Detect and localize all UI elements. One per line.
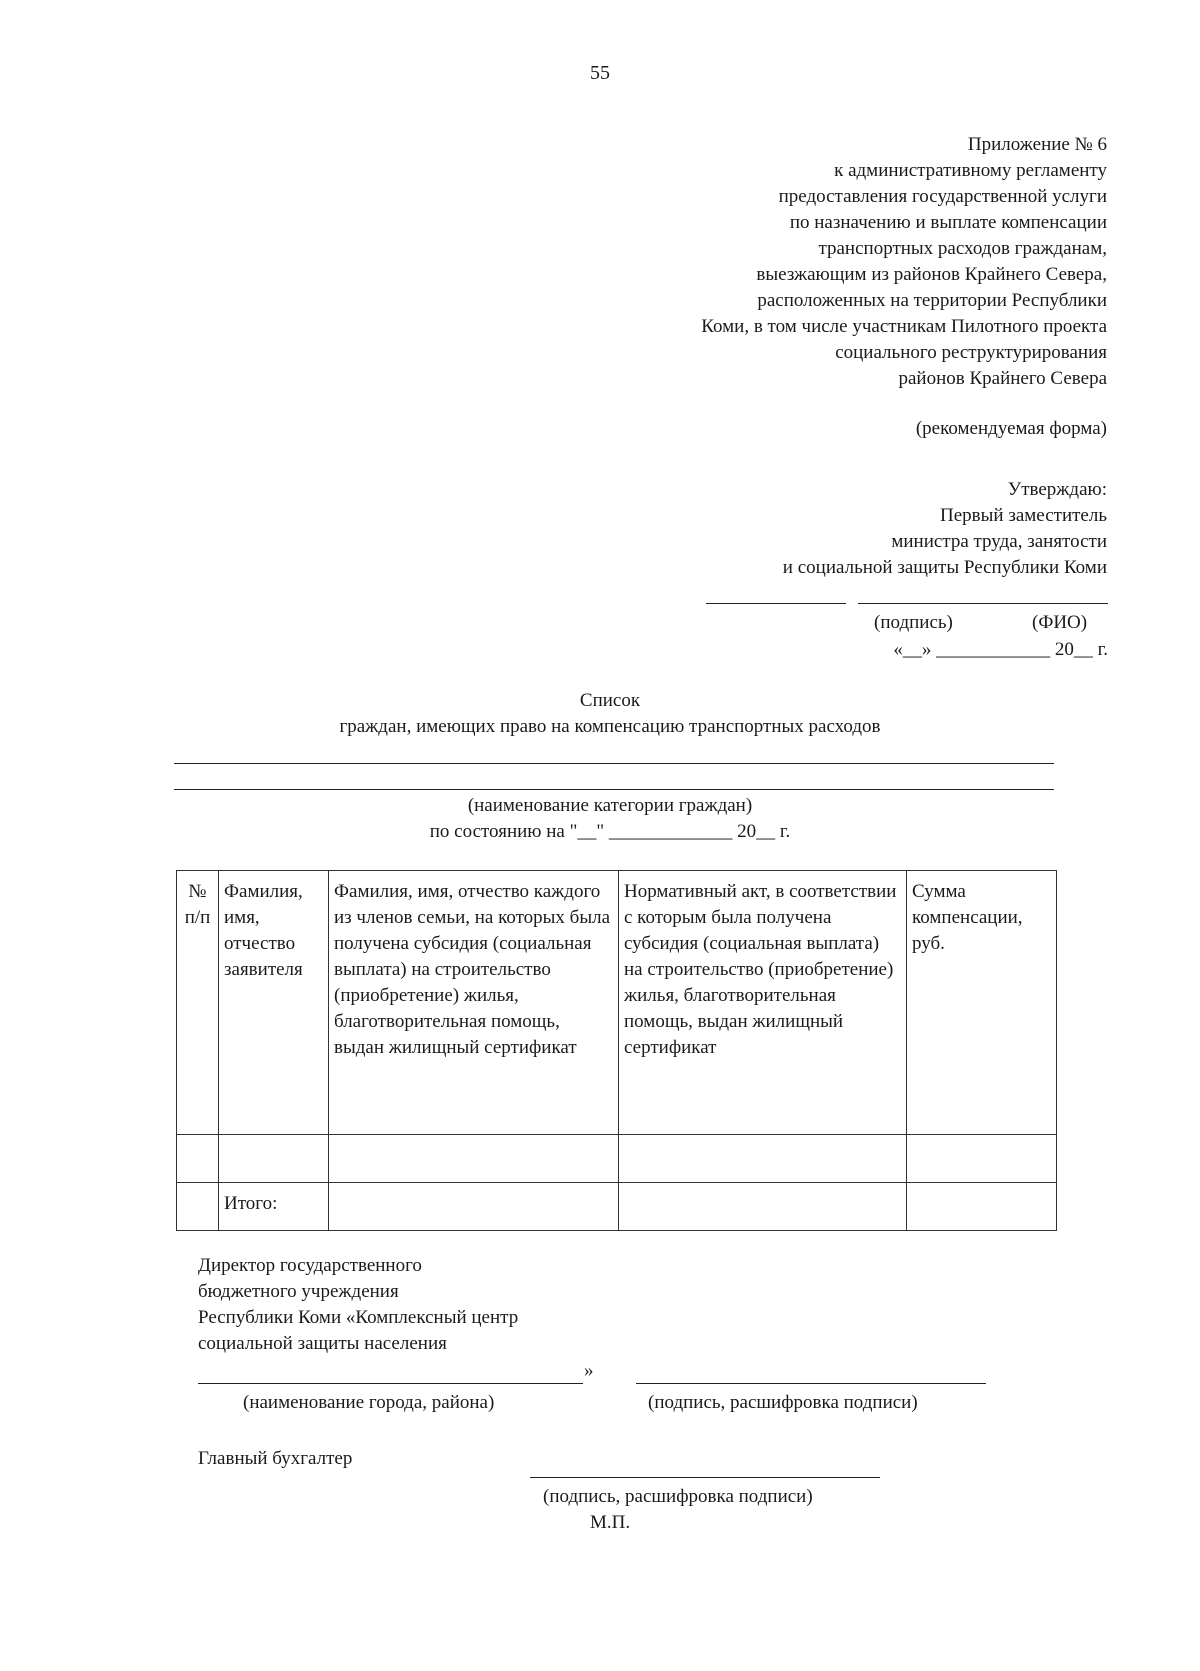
approval-line: министра труда, занятости: [891, 531, 1107, 552]
city-caption: (наименование города, района): [243, 1392, 495, 1413]
director-block: [198, 1253, 518, 1357]
page-number: 55: [590, 62, 610, 84]
director-signature-line: [636, 1383, 986, 1384]
director-line: Директор государственного: [198, 1255, 422, 1276]
appendix-line: предоставления государственной услуги: [778, 186, 1107, 207]
appendix-line: социального реструктурирования: [835, 342, 1107, 363]
appendix-line: выезжающим из районов Крайнего Севера,: [756, 264, 1107, 285]
director-signature-caption: (подпись, расшифровка подписи): [648, 1392, 918, 1413]
list-subtitle: граждан, имеющих право на компенсацию транспортных расходов: [339, 716, 881, 737]
approval-line: Первый заместитель: [940, 505, 1107, 526]
appendix-line: Коми, в том числе участникам Пилотного проекта: [701, 316, 1107, 337]
table-cell[interactable]: [619, 1183, 907, 1231]
fio-caption: (ФИО): [1032, 612, 1088, 633]
table-cell[interactable]: [219, 1135, 329, 1183]
closing-quote: »: [584, 1360, 594, 1381]
table-cell[interactable]: [329, 1183, 619, 1231]
signature-caption: (подпись): [874, 612, 953, 633]
table-cell[interactable]: [177, 1135, 219, 1183]
accountant-signature-line: [530, 1477, 880, 1478]
as-of-date: по состоянию на "__" _____________ 20__ г.: [429, 821, 791, 842]
table-cell: [177, 1183, 219, 1231]
header-family-members: Фамилия, имя, отчество каждого из членов семьи, на которых была получена субсидия (социальная выплата) на строительство (приобретение) жилья, благотворительная помощь, выдан жилищный сертификат: [329, 871, 619, 1135]
stamp-mark: М.П.: [590, 1512, 631, 1533]
appendix-line: расположенных на территории Республики: [757, 290, 1107, 311]
approval-fio-line: [858, 603, 1108, 604]
table-header-row: [177, 871, 1057, 1135]
appendix-line: транспортных расходов гражданам,: [818, 238, 1107, 259]
approval-line: Утверждаю:: [1007, 479, 1107, 500]
table-cell[interactable]: [329, 1135, 619, 1183]
header-amount: Сумма компенсации, руб.: [907, 871, 1057, 1135]
category-line: [174, 789, 1054, 790]
form-note: (рекомендуемая форма): [915, 418, 1107, 439]
appendix-line: районов Крайнего Севера: [898, 368, 1107, 389]
total-label: Итого:: [219, 1183, 329, 1231]
director-line: социальной защиты населения: [198, 1333, 447, 1354]
approval-date: «__» ____________ 20__ г.: [893, 639, 1108, 660]
table-cell[interactable]: [619, 1135, 907, 1183]
director-line: Республики Коми «Комплексный центр: [198, 1307, 519, 1328]
category-caption: (наименование категории граждан): [467, 795, 753, 816]
table-total-row: [177, 1183, 1057, 1231]
accountant-signature-caption: (подпись, расшифровка подписи): [543, 1486, 813, 1507]
appendix-line: Приложение № 6: [967, 134, 1107, 155]
citizens-table: [176, 870, 1057, 1231]
table-row: [177, 1135, 1057, 1183]
appendix-line: к административному регламенту: [834, 160, 1107, 181]
header-number: № п/п: [177, 871, 219, 1135]
appendix-line: по назначению и выплате компенсации: [789, 212, 1107, 233]
appendix-header: [547, 132, 1107, 442]
table-cell[interactable]: [907, 1135, 1057, 1183]
city-line: [198, 1383, 583, 1384]
chief-accountant-label: Главный бухгалтер: [198, 1448, 353, 1469]
approval-signature-line: [706, 603, 846, 604]
approval-line: и социальной защиты Республики Коми: [782, 557, 1107, 578]
header-normative-act: Нормативный акт, в соответствии с которым была получена субсидия (социальная выплата) на строительство (приобретение) жилья, благотворительная помощь, выдан жилищный сертификат: [619, 871, 907, 1135]
director-line: бюджетного учреждения: [198, 1281, 399, 1302]
approval-block: [547, 477, 1107, 581]
table-cell[interactable]: [907, 1183, 1057, 1231]
category-line: [174, 763, 1054, 764]
list-title: Список: [579, 690, 641, 711]
header-applicant: Фамилия, имя, отчество заявителя: [219, 871, 329, 1135]
